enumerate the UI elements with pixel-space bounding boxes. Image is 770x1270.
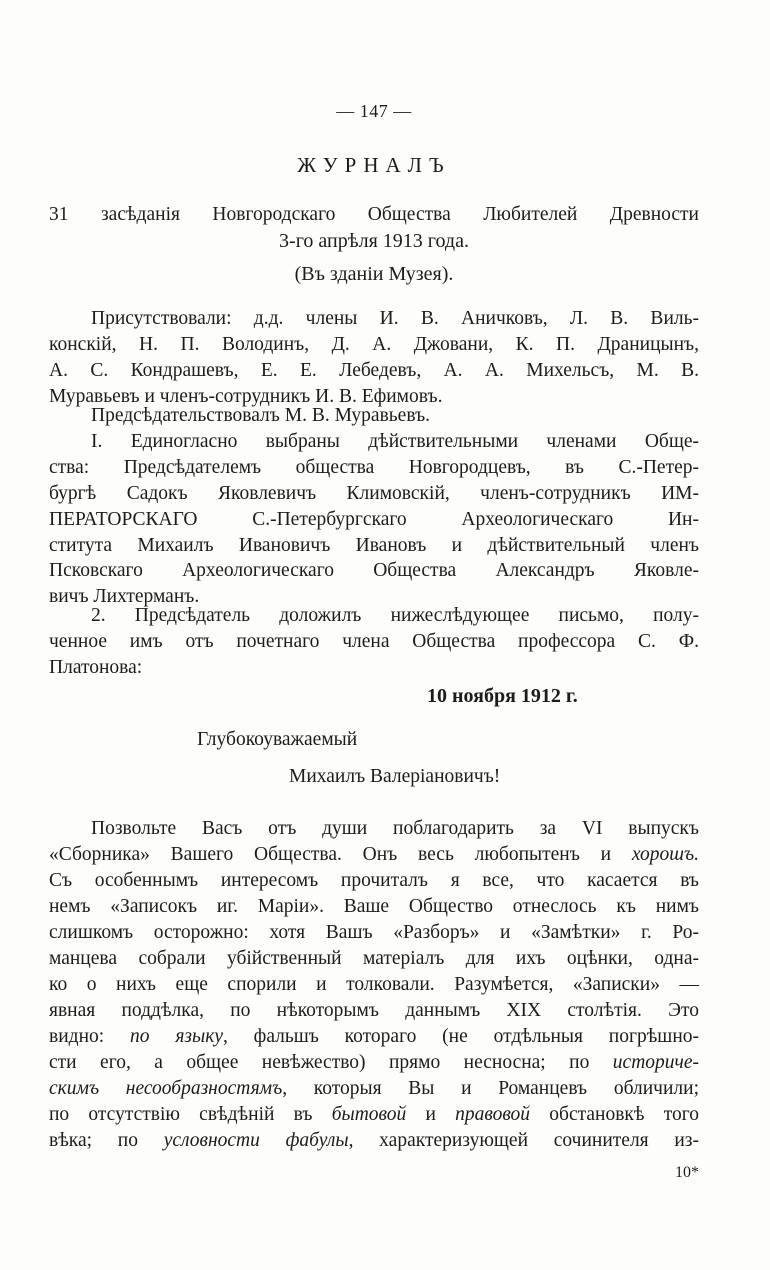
present-line: Присутствовали: д.д. члены И. В. Аничковъ, Л. В. Виль- (91, 308, 699, 329)
item1-line: ститута Михаилъ Ивановичъ Ивановъ и дѣйствительный членъ (49, 535, 699, 556)
letter-line: Съ особеннымъ интересомъ прочиталъ я все, что касается въ (49, 870, 699, 891)
item1-line: бургѣ Садокъ Яковлевичъ Климовскій, членъ-сотрудникъ ИМ- (49, 483, 699, 504)
chaired-line: Предсѣдательствовалъ М. В. Муравьевъ. (91, 405, 431, 426)
letter-line: вѣка; по условности фабулы, характеризующей сочинителя из- (49, 1130, 699, 1151)
item2-line: ченное имъ отъ почетнаго члена Общества профессора С. Ф. (49, 631, 699, 652)
meeting-location: (Въ зданіи Музея). (294, 263, 454, 285)
item2-line: 2. Предсѣдатель доложилъ нижеслѣдующее письмо, полу- (91, 605, 699, 626)
present-line: А. С. Кондрашевъ, Е. Е. Лебедевъ, А. А. Михельсъ, М. В. (49, 360, 699, 381)
letter-line: манцева собрали убійственный матеріалъ для ихъ оцѣнки, одна- (49, 948, 699, 969)
salutation-line-1: Глубокоуважаемый (197, 729, 358, 750)
item1-line: вичъ Лихтерманъ. (49, 586, 200, 607)
letter-line: по отсутствію свѣдѣній въ бытовой и правовой обстановкѣ того (49, 1104, 699, 1125)
present-line: конскій, Н. П. Володинъ, Д. А. Джовани, К. П. Драницынъ, (49, 334, 699, 355)
item1-line: Псковскаго Археологическаго Общества Александръ Яковле- (49, 560, 699, 581)
item1-line: ПЕРАТОРСКАГО С.-Петербургскаго Археологическаго Ин- (49, 509, 699, 530)
letter-line: «Сборника» Вашего Общества. Онъ весь любопытенъ и хорошъ. (49, 844, 699, 865)
page-number: — 147 — (336, 101, 412, 121)
letter-line: слишкомъ осторожно: хотя Вашъ «Разборъ» и «Замѣтки» г. Ро- (49, 922, 699, 943)
document-page (49, 0, 699, 1270)
salutation-line-2: Михаилъ Валеріановичъ! (289, 766, 501, 787)
item1-line: I. Единогласно выбраны дѣйствительными членами Обще- (91, 431, 699, 452)
letter-line: видно: по языку, фальшъ котораго (не отдѣльныя погрѣшно- (49, 1026, 700, 1047)
letter-line: Позвольте Васъ отъ души поблагодарить за VI выпускъ (91, 818, 699, 839)
subtitle-line-2: 3-го апрѣля 1913 года. (279, 230, 469, 252)
item2-line: Платонова: (49, 657, 143, 678)
letter-line: скимъ несообразностямъ, которыя Вы и Романцевъ обличили; (49, 1078, 699, 1099)
letter-line: явная поддѣлка, по нѣкоторымъ даннымъ XIX столѣтія. Это (49, 1000, 699, 1021)
journal-title: ЖУРНАЛЪ (297, 153, 451, 177)
letter-line: немъ «Записокъ иг. Маріи». Ваше Общество отнеслось къ нимъ (49, 896, 699, 917)
signature-mark: 10* (675, 1164, 699, 1181)
letter-line: ко о нихъ еще спорили и толковали. Разумѣется, «Записки» — (49, 974, 699, 995)
present-line: Муравьевъ и членъ-сотрудникъ И. В. Ефимовъ. (49, 386, 443, 407)
item1-line: ства: Предсѣдателемъ общества Новгородцевъ, въ С.-Петер- (49, 457, 699, 478)
letter-date: 10 ноября 1912 г. (427, 685, 578, 707)
letter-line: сти его, а общее невѣжество) прямо несносна; по историче- (49, 1052, 699, 1073)
subtitle-line-1: 31 засѣданія Новгородскаго Общества Любителей Древности (49, 204, 699, 225)
